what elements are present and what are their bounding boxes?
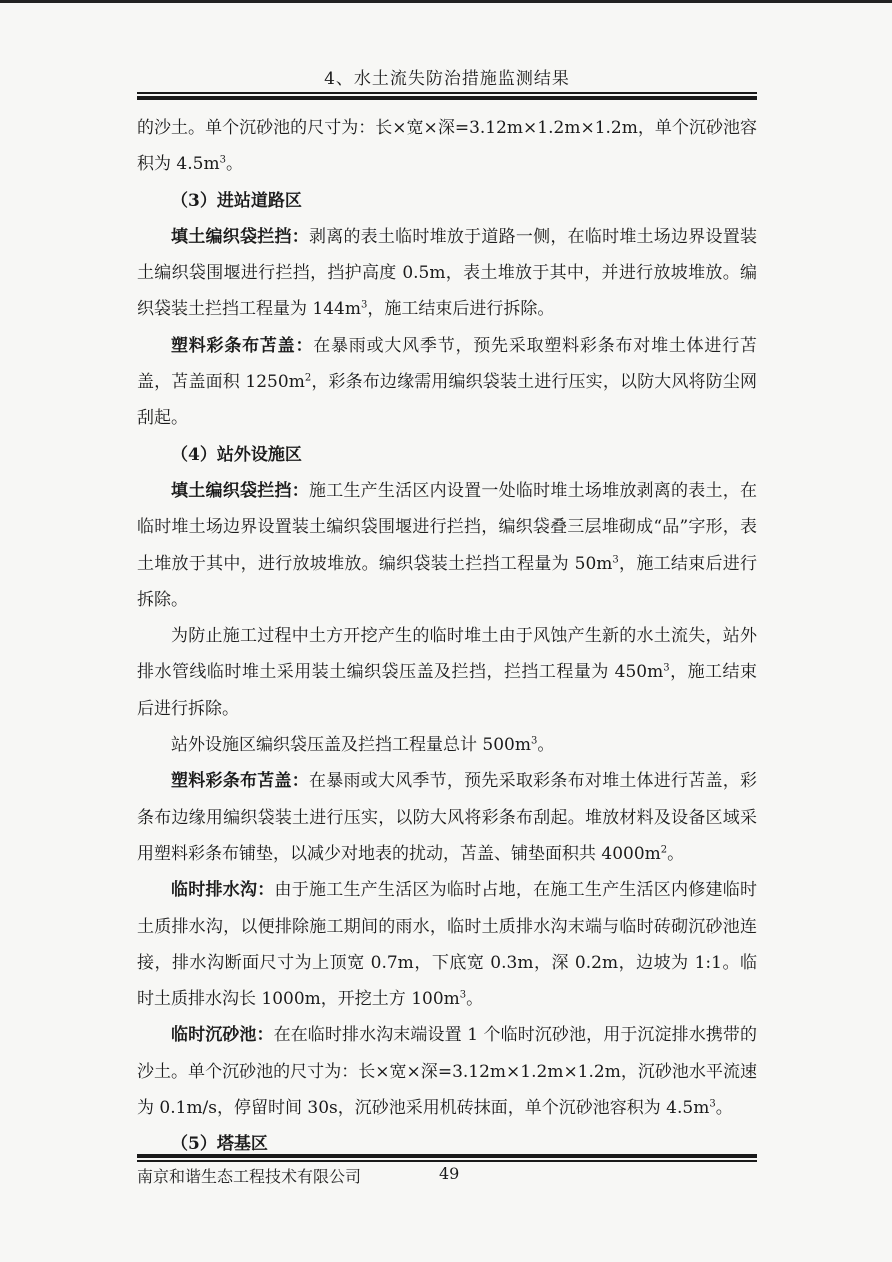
- page-header-title: 4、水土流失防治措施监测结果: [324, 69, 570, 89]
- paragraph: 塑料彩条布苫盖：在暴雨或大风季节，预先采取塑料彩条布对堆土体进行苫盖，苫盖面积 $1250m^2$，彩条布边缘需用编织袋装土进行压实，以防大风将防尘网刮起。: [137, 335, 757, 429]
- paragraph: 填土编织袋拦挡：剥离的表土临时堆放于道路一侧，在临时堆土场边界设置装土编织袋围堰进行拦挡，挡护高度 0.5m，表土堆放于其中，并进行放坡堆放。编织袋装土拦挡工程量为 $144m^3$，施工结束后进行拆除。: [137, 226, 758, 320]
- paragraph: 填土编织袋拦挡：施工生产生活区内设置一处临时堆土场堆放剥离的表土，在临时堆土场边界设置装土编织袋围堰进行拦挡，编织袋叠三层堆砌成“品”字形，表土堆放于其中，进行放坡堆放。编织袋装土拦挡工程量为 $50m^3$，施工结束后进行拆除。: [137, 480, 758, 610]
- paragraph: 站外设施区编织袋压盖及拦挡工程量总计 $500m^3$。: [171, 735, 555, 756]
- section-heading-3: （3）进站道路区: [171, 190, 302, 211]
- paragraph-label: 临时沉砂池：: [171, 1025, 274, 1046]
- paragraph-label: 填土编织袋拦挡：: [171, 226, 309, 247]
- paragraph: 临时排水沟：由于施工生产生活区为临时占地，在施工生产生活区内修建临时土质排水沟，以便排除施工期间的雨水，临时土质排水沟末端与临时砖砌沉砂池连接，排水沟断面尺寸为上顶宽 0.7m，下底宽 0.3m，深 0.2m，边坡为 1:1。临时土质排水沟长 1000m，开挖土方 $100m^3$。: [137, 880, 758, 1010]
- section-heading-5: （5）塔基区: [171, 1134, 268, 1155]
- paragraph: 为防止施工过程中土方开挖产生的临时堆土由于风蚀产生新的水土流失，站外排水管线临时堆土采用装土编织袋压盖及拦挡，拦挡工程量为 $450m^3$，施工结束后进行拆除。: [137, 626, 757, 719]
- paragraph: 塑料彩条布苫盖：在暴雨或大风季节，预先采取彩条布对堆土体进行苫盖，彩条布边缘用编织袋装土进行压实，以防大风将彩条布刮起。堆放材料及设备区域采用塑料彩条布铺垫，以减少对地表的扰动，苫盖、铺垫面积共 $4000m^2$。: [137, 771, 758, 864]
- paragraph: 临时沉砂池：在在临时排水沟末端设置 1 个临时沉砂池，用于沉淀排水携带的沙土。单个沉砂池的尺寸为：长×宽×深=3.12m×1.2m×1.2m，沉砂池水平流速为 0.1m/s，停留时间 30s，沉砂池采用机砖抹面，单个沉砂池容积为 $4.5m^3$。: [137, 1025, 758, 1119]
- header-rule-thin: [137, 92, 757, 94]
- paragraph-label: 塑料彩条布苫盖：: [171, 335, 314, 356]
- section-heading-4: （4）站外设施区: [171, 444, 302, 465]
- page-body: [137, 110, 757, 1163]
- paragraph: 的沙土。单个沉砂池的尺寸为：长×宽×深=3.12m×1.2m×1.2m，单个沉砂池容积为 $4.5m^3$。: [137, 118, 757, 175]
- paragraph-label: 填土编织袋拦挡：: [171, 480, 309, 501]
- page-footer: [137, 1164, 757, 1187]
- paragraph-label: 塑料彩条布苫盖：: [171, 771, 309, 792]
- footer-company: 南京和谐生态工程技术有限公司: [137, 1167, 362, 1186]
- page-number: 49: [439, 1164, 460, 1183]
- footer-rule-thick: [137, 1154, 757, 1158]
- footer-rule-thin: [137, 1160, 757, 1162]
- header-rule-thick: [137, 96, 757, 100]
- paragraph-label: 临时排水沟：: [171, 880, 275, 901]
- page-top-border: [0, 0, 892, 3]
